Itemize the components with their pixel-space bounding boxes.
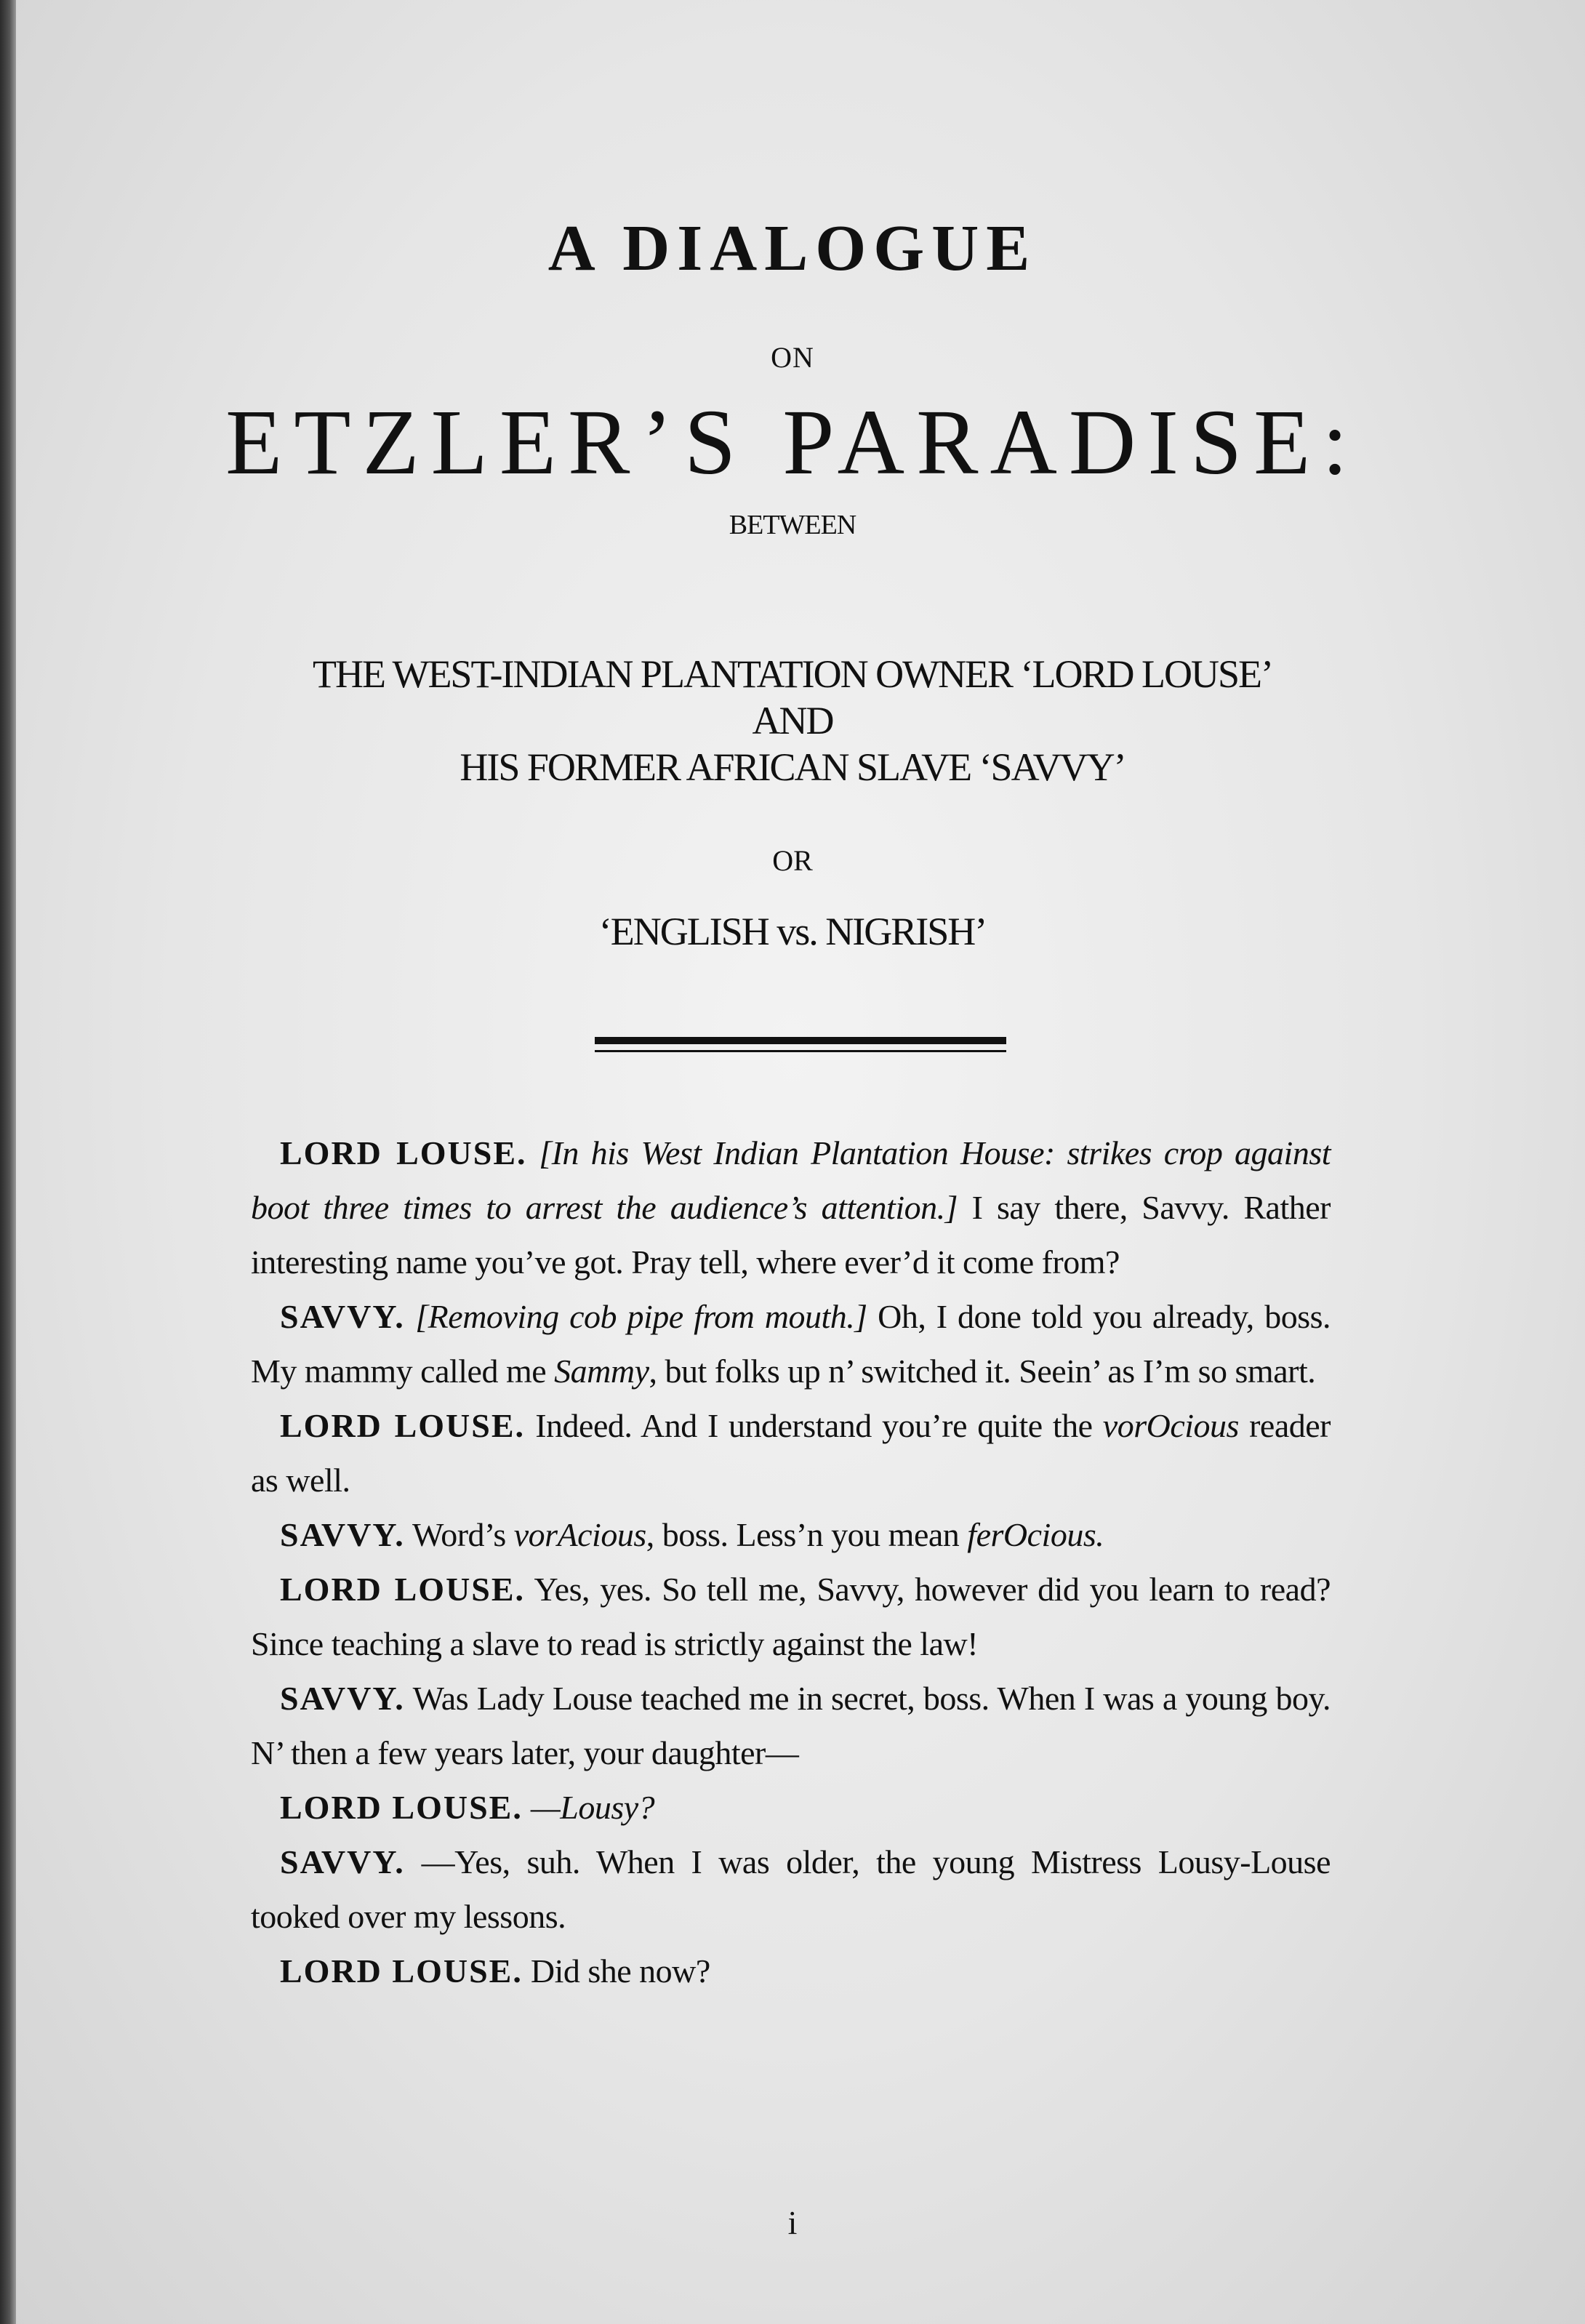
speaker-name: SAVVY. [280, 1680, 405, 1717]
speech [251, 1507, 1331, 1562]
speaker-name: SAVVY. [280, 1298, 405, 1335]
speech-text [523, 1789, 531, 1826]
speaker-name: SAVVY. [280, 1516, 405, 1553]
speech [251, 1289, 1331, 1398]
speech [251, 1780, 1331, 1835]
italic-text: vorAcious [513, 1516, 646, 1553]
speech-text: Did she now? [522, 1952, 710, 1990]
ornamental-rule-thick [595, 1037, 1006, 1044]
speech-text: Indeed. And I understand you’re quite the [525, 1407, 1103, 1444]
speaker-name: LORD LOUSE. [280, 1407, 526, 1444]
party-two: HIS FORMER AFRICAN SLAVE ‘SAVVY’ [460, 745, 1125, 789]
italic-text: [In his West Indian Plantation House: strikes crop against boot three times to arrest the audience’s attention.] [251, 1134, 1331, 1226]
speech-text: Oh, I done told you already, boss. My mammy called me [251, 1298, 1331, 1390]
speaker-name: LORD LOUSE. [280, 1571, 526, 1608]
speech [251, 1944, 1331, 1998]
party-and: AND [752, 699, 833, 742]
speaker-name: LORD LOUSE. [280, 1952, 523, 1990]
speech-text: , boss. Less’n you mean [646, 1516, 968, 1553]
speaker-name: LORD LOUSE. [280, 1134, 527, 1171]
speech-text [527, 1134, 539, 1171]
speech-text: Was Lady Louse teached me in secret, boss. When I was a young boy. N’ then a few years later, your daughter— [251, 1680, 1331, 1771]
title-between: BETWEEN [729, 510, 856, 540]
italic-text: —Lousy? [530, 1789, 655, 1826]
speech-text: reader as well. [251, 1407, 1331, 1499]
speaker-name: SAVVY. [280, 1843, 405, 1880]
speech [251, 1562, 1331, 1671]
dialogue-text [251, 1126, 1331, 1998]
italic-text: vorOcious [1102, 1407, 1239, 1444]
ornamental-rule-thin [595, 1050, 1006, 1052]
speech-text: —Yes, suh. When I was older, the young Mistress Lousy-Louse tooked over my lessons. [251, 1843, 1331, 1935]
title-on: ON [771, 341, 814, 374]
parties-block [0, 651, 1585, 790]
speech-text: , but folks up n’ switched it. Seein’ as I’m so smart. [649, 1353, 1316, 1390]
italic-text: Sammy [554, 1353, 649, 1390]
speech [251, 1126, 1331, 1289]
main-title: ETZLER’S PARADISE: [225, 390, 1360, 494]
italic-text: ferOcious. [967, 1516, 1104, 1553]
speech-text: Word’s [404, 1516, 514, 1553]
speech-text [405, 1298, 415, 1335]
italic-text: [Removing cob pipe from mouth.] [415, 1298, 867, 1335]
party-one: THE WEST-INDIAN PLANTATION OWNER ‘LORD LOUSE’ [312, 652, 1272, 696]
subtitle: ‘ENGLISH vs. NIGRISH’ [598, 910, 987, 953]
speech-text: I say there, Savvy. Rather interesting name you’ve got. Pray tell, where ever’d it come from? [251, 1189, 1331, 1281]
title-or: OR [772, 844, 813, 877]
speech [251, 1398, 1331, 1507]
speech [251, 1835, 1331, 1944]
page-number: i [787, 2204, 798, 2241]
title-line1: A DIALOGUE [547, 212, 1038, 284]
speech [251, 1671, 1331, 1780]
speech-text: Yes, yes. So tell me, Savvy, however did you learn to read? Since teaching a slave to read is strictly against the law! [251, 1571, 1331, 1662]
speaker-name: LORD LOUSE. [280, 1789, 523, 1826]
